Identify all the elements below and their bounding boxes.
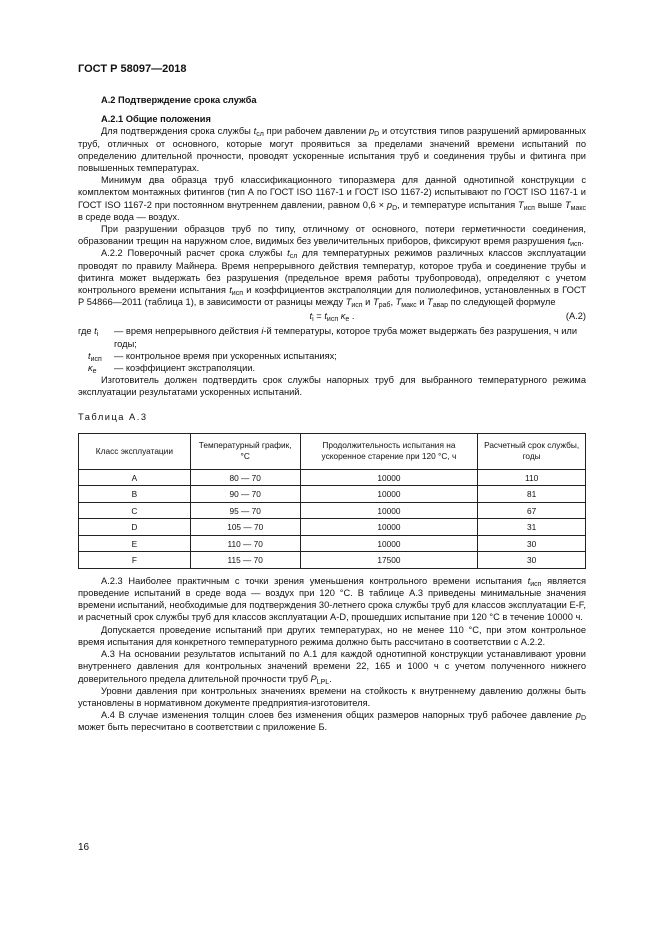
paragraphs-bottom: [78, 575, 586, 734]
formula-legend: [78, 325, 586, 374]
table-cell: 10000: [300, 469, 478, 486]
table-a3: [78, 433, 586, 569]
paragraph: А.2.3 Наиболее практичным с точки зрения уменьшения контрольного времени испытания $t_{исп}$ является проведение испытаний в среде вода — воздух при 120 °С. В таблице А.3 приведены минимальные значения времени испытаний, необходимые для подтверждения 30-летнего срока службы труб для классов эксплуатации E-F, и расчетный срок службы труб для классов эксплуатации A-D, прошедших испытание при 120 °С в течение 10000 ч.: [78, 575, 586, 623]
table-cell: 90 — 70: [190, 486, 300, 503]
table-caption: Таблица А.3: [78, 411, 148, 422]
table-header-row: [79, 433, 586, 469]
column-header: Температурный график, °С: [190, 433, 300, 469]
table-cell: 10000: [300, 519, 478, 536]
table-cell: 30: [478, 552, 586, 569]
table-cell: Е: [79, 535, 191, 552]
paragraphs-top: [78, 125, 586, 308]
formula-expression: $t_i = t_{исп}$ $\kappa_e$ .: [309, 311, 355, 324]
legend-symbol: где $t_i$: [78, 326, 99, 339]
paragraph: Уровни давления при контрольных значениях времени на стойкость к внутреннему давлению должны быть установлены в нормативном документе предприятия-изготовителя.: [78, 685, 586, 708]
table-cell: С: [79, 502, 191, 519]
table-cell: 80 — 70: [190, 469, 300, 486]
section-heading-a21: А.2.1 Общие положения: [101, 114, 211, 125]
page-number: 16: [78, 842, 90, 853]
table-cell: 31: [478, 519, 586, 536]
document-body: [78, 94, 586, 734]
paragraph: Для подтверждения срока службы $t_{сл}$ при рабочем давлении $p_D$ и отсутствия типов разрушений армированных труб, отличных от основного, которые могут проявиться за пределами значений времени испытаний по определению длительной прочности, проводят ускоренные испытания труб и соединения трубы и фитинга при повышенных температурах.: [78, 126, 586, 174]
table-row: [79, 486, 586, 503]
table-cell: F: [79, 552, 191, 569]
column-header: Расчетный срок службы, годы: [478, 433, 586, 469]
table-cell: 10000: [300, 486, 478, 503]
table-row: [79, 535, 586, 552]
column-header: Продолжительность испытания на ускоренное старение при 120 °С, ч: [300, 433, 478, 469]
table-row: [79, 552, 586, 569]
table-cell: 30: [478, 535, 586, 552]
legend-symbol: $t_{исп}$: [88, 350, 102, 363]
formula-a2: [78, 310, 586, 325]
table-cell: В: [79, 486, 191, 503]
table-cell: 17500: [300, 552, 478, 569]
table-row: [79, 469, 586, 486]
paragraph: А.4 В случае изменения толщин слоев без изменения общих размеров напорных труб рабочее давление $p_D$ может быть пересчитано в соответствии с приложение Б.: [78, 710, 586, 733]
section-heading-a2: А.2 Подтверждение срока служба: [101, 95, 257, 105]
table-cell: 81: [478, 486, 586, 503]
document-header: ГОСТ Р 58097—2018: [78, 63, 187, 75]
table-cell: 67: [478, 502, 586, 519]
legend-text: — контрольное время при ускоренных испытаниях;: [114, 350, 337, 361]
table-row: [79, 502, 586, 519]
paragraph: Изготовитель должен подтвердить срок службы напорных труб для выбранного температурного режима эксплуатации результатами ускоренных испытаний.: [78, 375, 586, 398]
table-cell: 95 — 70: [190, 502, 300, 519]
legend-text: — коэффициент экстраполяции.: [114, 363, 256, 374]
table-row: [79, 519, 586, 536]
table-cell: D: [79, 519, 191, 536]
paragraph: Минимум два образца труб классификационного типоразмера для данной однотипной конструкции с комплектом монтажных фитингов (тип А по ГОСТ ISO 1167-1 и ГОСТ ISO 1167-2) испытывают по ГОСТ ISO 1167-1 и ГОСТ ISO 1167-2 при постоянном внутреннем давлении, равном $0,6 \times p_D$, и температуре испытания $T_{исп}$ выше $T_{макс}$ в среде вода — воздух.: [78, 175, 586, 222]
table-cell: А: [79, 469, 191, 486]
table-cell: 110 — 70: [190, 535, 300, 552]
table-cell: 115 — 70: [190, 552, 300, 569]
table-cell: 105 — 70: [190, 519, 300, 536]
legend-symbol: $\kappa_e$: [88, 363, 97, 376]
paragraph: Допускается проведение испытаний при других температурах, но не менее 110 °С, при этом контрольное время испытания для конкретного температурного режима должно быть рассчитано в соответствии с А.2.2.: [78, 624, 586, 647]
legend-text: — время непрерывного действия i-й температуры, которое труба может выдержать без разрушения, ч или годы;: [114, 326, 578, 349]
formula-number: (А.2): [565, 311, 586, 322]
table-cell: 110: [478, 469, 586, 486]
paragraph: А.2.2 Поверочный расчет срока службы $t_{сл}$ для температурных режимов различных классов эксплуатации проводят по правилу Майнера. Время непрерывного действия температур, которое труба и соединение трубы и фитинга может выдержать без разрушения (предельное время работы трубопровода), определяют с учетом контрольного времени испытания $t_{исп}$ и коэффициентов экстраполяции для полиолефинов, установленных в ГОСТ Р 54866—2011 (таблица 1), в зависимости от разницы между $T_{исп}$ и $T_{раб}$, $T_{макс}$ и $T_{авар}$ по следующей формуле: [78, 248, 586, 310]
table-cell: 10000: [300, 502, 478, 519]
paragraph: При разрушении образцов труб по типу, отличному от основного, потери герметичности соединения, образовании трещин на наружном слое, видимых без увеличительных приборов, фиксируют время разрушения $t_{исп}$.: [78, 224, 586, 249]
column-header: Класс эксплуатации: [79, 433, 191, 469]
paragraph: А.3 На основании результатов испытаний по А.1 для каждой однотипной конструкции устанавливают уровни внутреннего давления для контрольных значений времени 22, 165 и 1000 ч с учетом полученного нижнего доверительного предела длительной прочности труб $P_{LPL}$.: [78, 649, 586, 686]
table-cell: 10000: [300, 535, 478, 552]
